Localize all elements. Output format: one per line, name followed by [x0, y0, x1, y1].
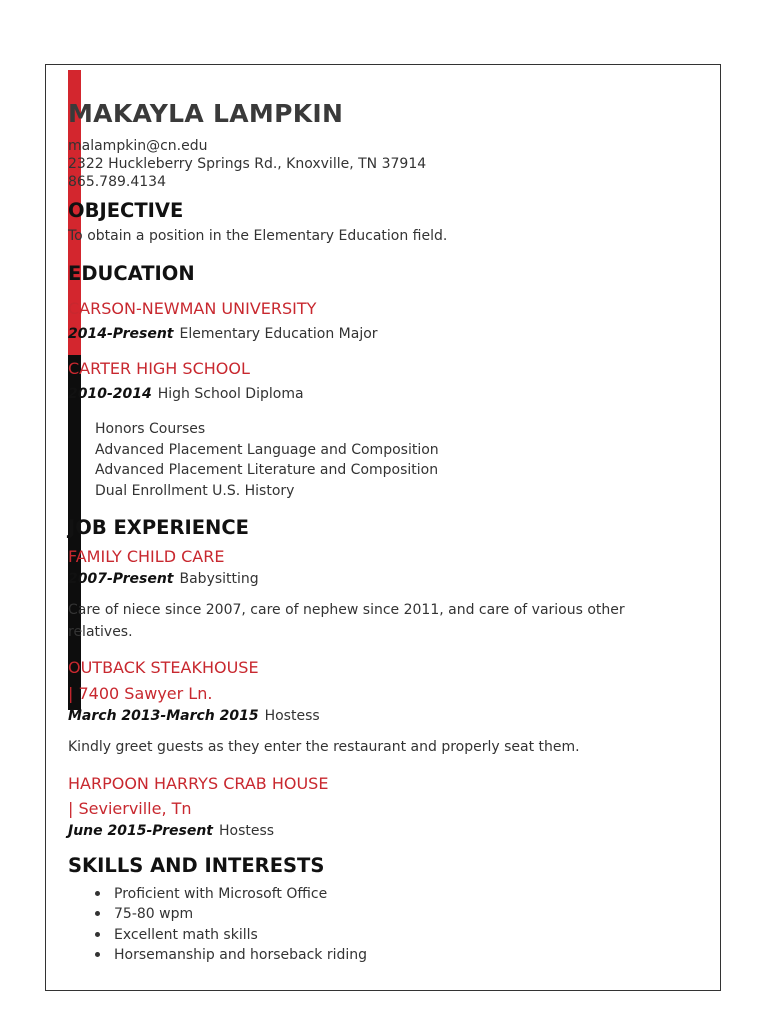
- school-name: CARTER HIGH SCHOOL: [68, 359, 250, 378]
- job-dates: March 2013-March 2015: [68, 708, 259, 724]
- address: 2322 Huckleberry Springs Rd., Knoxville, TN 37914: [68, 156, 427, 172]
- job-entry-line: [68, 705, 320, 724]
- skill-item: [68, 925, 367, 945]
- skill-item: [68, 904, 367, 924]
- school-entry-line: [68, 323, 378, 342]
- job-description: Care of niece since 2007, care of nephew since 2011, and care of various other relatives.: [68, 602, 625, 640]
- course-item: Dual Enrollment U.S. History: [95, 482, 295, 499]
- skill-text: 75-80 wpm: [114, 906, 194, 923]
- job-dates: 2007-Present: [68, 571, 174, 587]
- job-title: Hostess: [219, 823, 275, 839]
- employer-name: HARPOON HARRYS CRAB HOUSE: [68, 774, 329, 793]
- school-dates: 2010-2014: [68, 386, 152, 402]
- email: malampkin@cn.edu: [68, 138, 208, 154]
- skills-heading: SKILLS AND INTERESTS: [68, 854, 325, 877]
- phone: 865.789.4134: [68, 174, 166, 190]
- school-detail: High School Diploma: [157, 386, 304, 402]
- skill-item: [68, 945, 367, 965]
- school-name: CARSON-NEWMAN UNIVERSITY: [68, 299, 317, 318]
- employer-location: | Sevierville, Tn: [68, 799, 192, 818]
- job-dates: June 2015-Present: [68, 823, 214, 839]
- skill-text: Excellent math skills: [114, 926, 258, 943]
- skills-list: [68, 884, 367, 965]
- school-entry-line: [68, 383, 304, 402]
- experience-heading: JOB EXPERIENCE: [68, 516, 249, 539]
- skill-text: Horsemanship and horseback riding: [114, 946, 368, 963]
- candidate-name: MAKAYLA LAMPKIN: [68, 99, 344, 128]
- resume-page: [45, 64, 721, 991]
- skill-text: Proficient with Microsoft Office: [114, 886, 328, 902]
- skill-item: [68, 884, 367, 904]
- course-item: Advanced Placement Literature and Composition: [95, 462, 439, 478]
- job-title: Babysitting: [179, 571, 259, 587]
- school-detail: Elementary Education Major: [179, 326, 378, 342]
- job-entry-line: [68, 568, 259, 587]
- objective-text: To obtain a position in the Elementary Education field.: [68, 228, 448, 244]
- job-title: Hostess: [264, 708, 320, 724]
- course-item: Honors Courses: [95, 421, 206, 437]
- objective-heading: OBJECTIVE: [68, 199, 184, 222]
- job-entry-line: [68, 820, 274, 839]
- course-list: [68, 419, 439, 501]
- education-heading: EDUCATION: [68, 262, 195, 285]
- course-item: Advanced Placement Language and Composition: [95, 441, 439, 458]
- employer-name: FAMILY CHILD CARE: [68, 547, 225, 566]
- school-dates: 2014-Present: [68, 326, 174, 342]
- employer-name: OUTBACK STEAKHOUSE: [68, 658, 259, 677]
- employer-location: | 7400 Sawyer Ln.: [68, 684, 213, 703]
- job-description: Kindly greet guests as they enter the restaurant and properly seat them.: [68, 739, 580, 755]
